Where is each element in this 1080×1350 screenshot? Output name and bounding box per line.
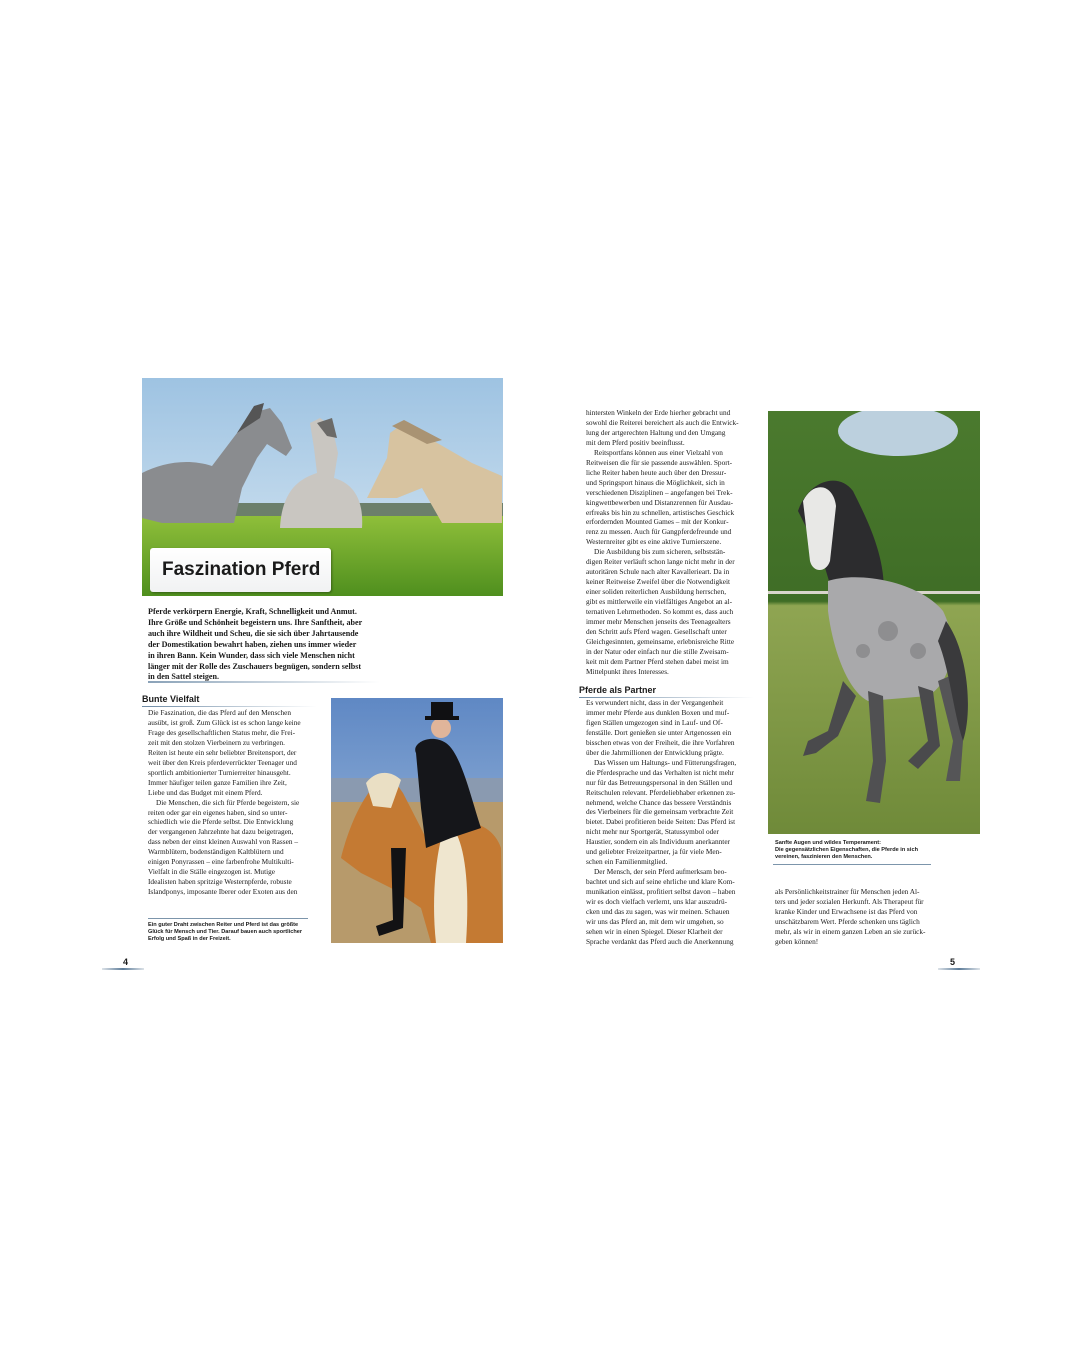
page-title: Faszination Pferd: [150, 548, 331, 592]
body-paragraph: Reitsportfans können aus einer Vielzahl von Reitweisen die für sie passende auswählen. Sport- liche Reiter haben heute auch über den Dressur- und Springsport hinaus die Möglichkeit, sich in verschiedenen Disziplinen – angefangen bei Trek- kingwettbewerben und Distanzrennen für Ausdau- erfreaks bis hin zu schnellen, artistisches Geschick erfordernden Mounted Games – mit der Konkur- renz zu messen. Auch für Gangpferdefreunde und Westernreiter gibt es eine aktive Turnierszene.: [586, 447, 735, 547]
body-paragraph: hintersten Winkeln der Erde hierher gebracht und sowohl die Reiterei bereichert als auch die Entwick- lung der artgerechten Haltung und den Umgang mit dem Pferd positiv beeinflusst.: [586, 408, 739, 447]
body-paragraph: Die Faszination, die das Pferd auf den Menschen ausübt, ist groß. Zum Glück ist es schon lange keine Frage des gesellschaftlichen Status mehr, die Frei- zeit mit den stolzen Vierbeinern zu verbringen. Reiten ist heute ein sehr beliebter Breitensport, der weit über den Kreis pferdeverrückter Teenager und sportlich ambitionierter Turnierreiter hinausgeht. Immer häufiger teilen ganze Familien ihre Zeit, Liebe und das Budget mit einem Pferd.: [148, 708, 301, 797]
photo-caption-galloping-horse: Sanfte Augen und wildes Temperament: Die gegensätzlichen Eigenschaften, die Pferde in sich vereinen, faszinieren den Menschen.: [775, 840, 918, 860]
page-number-rule-right: [938, 968, 980, 970]
lead-paragraph: Pferde verkörpern Energie, Kraft, Schnelligkeit und Anmut. Ihre Größe und Schönheit begeistern uns. Ihre Sanftheit, aber auch ihre Wildheit und Scheu, die sie sich über Jahrtausende der Domestikation bewahrt haben, ziehen uns immer wieder in ihren Bann. Kein Wunder, dass sich viele Menschen nicht länger mit der Rolle des Zuschauers begnügen, sondern selbst in den Sattel steigen.: [148, 607, 363, 682]
body-paragraph: Das Wissen um Haltungs- und Fütterungsfragen, die Pferdesprache und das Verhalten ist nicht mehr nur für das Betreuungspersonal in den Ställen und Reitschulen relevant. Pferdeliebhaber erkennen zu- nehmend, welche Chance das bessere Verständnis des Vierbeiners für die gemeinsam verbrachte Zeit bietet. Dabei profitieren beide Seiten: Das Pferd ist nicht mehr nur Sportgerät, Statussymbol oder Haustier, sondern ein als Individuum anerkannter und geliebter Freizeitpartner, ja für viele Men- schen ein Familienmitglied.: [586, 757, 737, 867]
page-number-right: 5: [950, 957, 956, 967]
section-heading-pferde-als-partner: Pferde als Partner: [579, 685, 657, 695]
section-heading-bunte-vielfalt: Bunte Vielfalt: [142, 694, 200, 704]
body-paragraph: Der Mensch, der sein Pferd aufmerksam beo- bachtet und sich auf seine ehrliche und klare Kom- munikation einlässt, profitiert selbst davon – haben wir es doch vielfach verlernt, uns klar auszudrü- cken und das zu sagen, was wir meinen. Schauen wir uns das Pferd an, mit dem wir umgehen, so sehen wir in einen Spiegel. Dieser Klarheit der Sprache verdankt das Pferd auch die Anerkennung: [586, 867, 736, 946]
photo-rider-on-horse: [331, 698, 503, 943]
caption-rule: [773, 864, 931, 865]
body-paragraph: Es verwundert nicht, dass in der Vergangenheit immer mehr Pferde aus dunklen Boxen und muf- figen Ställen umgezogen sind in Lauf- und Of- fenställe. Dort genießen sie unter Artgenossen ein bisschen etwas von der Freiheit, die ihre Vorfahren über die Jahrmillionen der Entwicklung prägte.: [586, 698, 735, 757]
caption-rule: [148, 918, 308, 919]
body-paragraph: als Persönlichkeitstrainer für Menschen jeden Al- ters und jeder sozialen Herkunft. Als Therapeut für kranke Kinder und Erwachsene ist das Pferd von unschätzbarem Wert. Pferde schenken uns täglich mehr, als wir in einem ganzen Leben an sie zurück- geben können!: [775, 887, 926, 946]
body-paragraph: Die Menschen, die sich für Pferde begeistern, sie reiten oder gar ein eigenes haben, sind so unter- schiedlich wie die Pferde selbst. Die Entwicklung der vergangenen Jahrzehnte hat dazu beigetragen, dass neben der einst kleinen Auswahl von Rassen – Warmblütern, bodenständigen Kaltblütern und einigen Ponyrassen – eine farbenfrohe Multikulti- Vielfalt in die Ställe eingezogen ist. Mutige Idealisten haben spritzige Westernpferde, robuste Islandponys, imposante Iberer oder Exoten aus den: [148, 797, 300, 897]
page-number-rule-left: [102, 968, 144, 970]
photo-galloping-grey-horse: [768, 411, 980, 834]
photo-caption-rider: Ein guter Draht zwischen Reiter und Pferd ist das größte Glück für Mensch und Tier. Darauf bauen auch sportlicher Erfolg und Spaß in der Freizeit.: [148, 922, 303, 942]
body-paragraph: Die Ausbildung bis zum sicheren, selbststän- digen Reiter verläuft schon lange nicht mehr in der autoritären Schule nach alter Kavallerieart. Da in keiner Reitweise Zweifel über die Notwendigkeit einer soliden reiterlichen Ausbildung herrschen, gibt es mittlerweile ein vielfältiges Angebot an al- ternativen Lehrmethoden. So kommt es, dass auch immer mehr Menschen jenseits des Teenagealters den Schritt aufs Pferd wagen. Gesellschaft unter Gleichgesinnten, gemeinsame, erlebnisreiche Ritte in der Natur oder einfach nur die stille Zweisam- keit mit dem Partner Pferd stehen dabei meist im Mittelpunkt ihres Interesses.: [586, 547, 735, 676]
section-heading-underline: [142, 706, 317, 707]
left-body-text: [148, 708, 313, 897]
right-body-text-lower: [586, 698, 749, 947]
right-body-text-column2: [775, 887, 940, 947]
page-number-left: 4: [123, 957, 129, 967]
right-body-text-upper: [586, 408, 749, 677]
lead-divider: [148, 681, 380, 683]
